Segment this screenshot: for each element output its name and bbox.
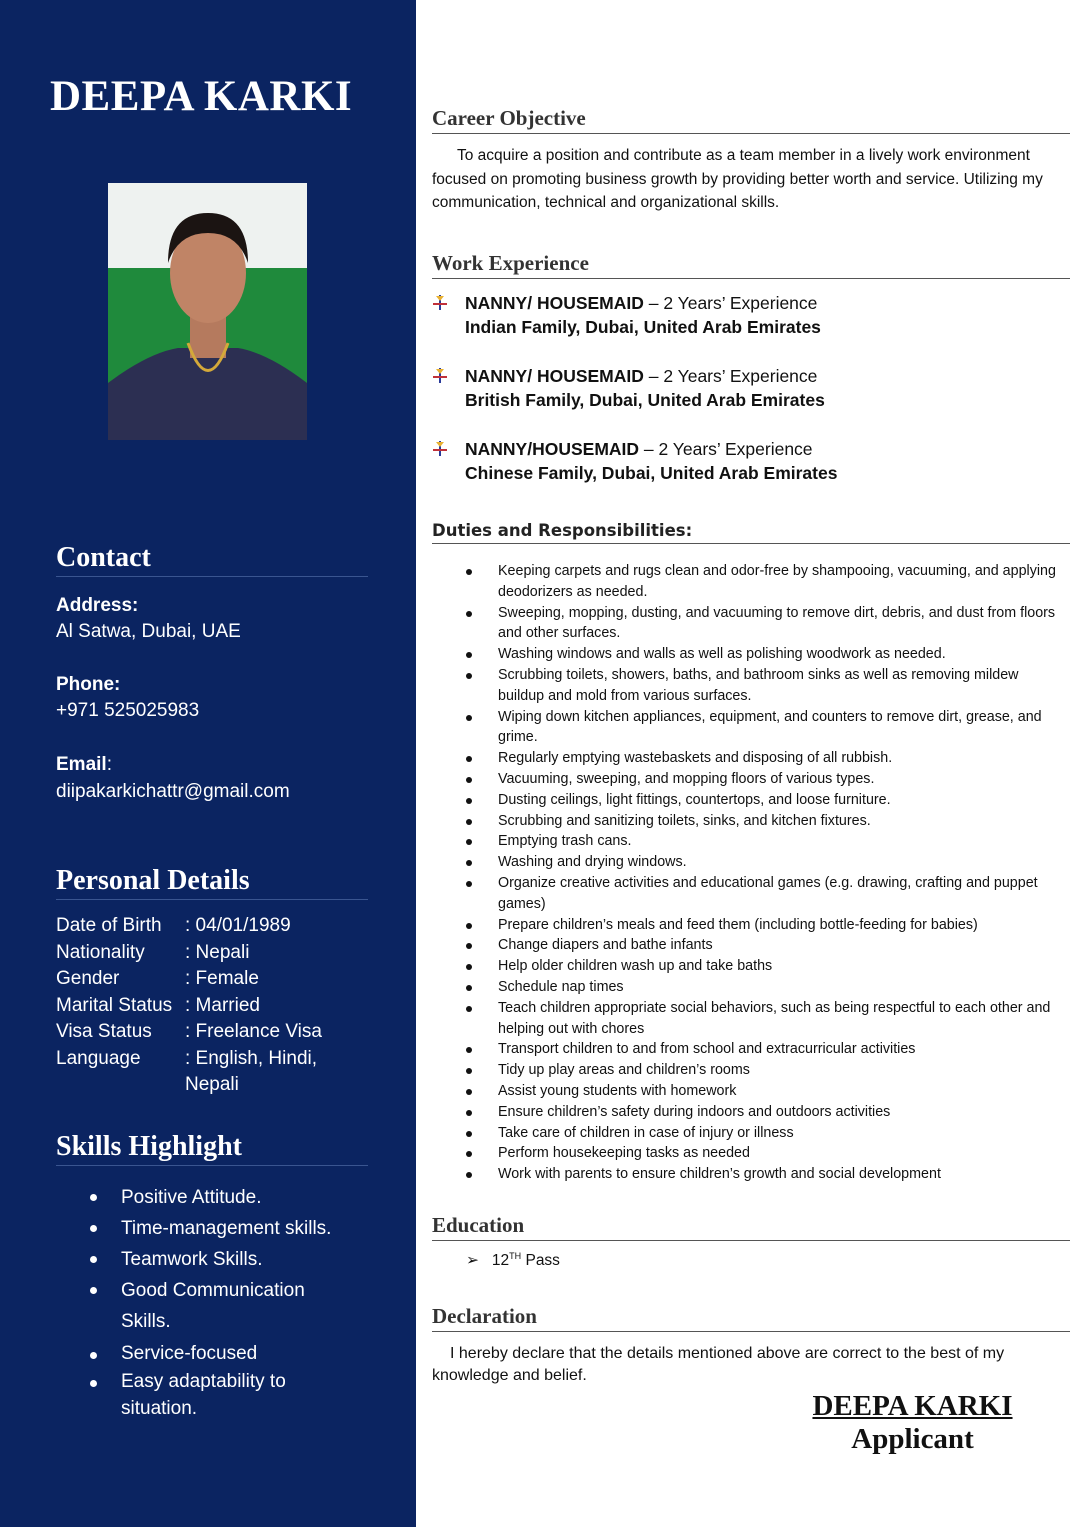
language-value: : English, Hindi, Nepali <box>185 1047 318 1095</box>
signature-role: Applicant <box>851 1423 974 1455</box>
duties-list <box>466 561 1066 1185</box>
visa-label: Visa Status <box>56 1021 152 1042</box>
duty-item: Change diapers and bathe infants <box>466 935 1066 956</box>
duty-item: Tidy up play areas and children’s rooms <box>466 1060 1066 1081</box>
career-objective-text: To acquire a position and contribute as a team member in a lively work environment focused on promoting business growth by providing better worth and service. Utilizing my communication, technical and organizational skills. <box>432 147 1043 211</box>
job-experience: – 2 Years’ Experience <box>643 293 818 313</box>
duty-item: Sweeping, mopping, dusting, and vacuuming to remove dirt, debris, and dust from floors and other surfaces. <box>466 603 1066 645</box>
personal-details-heading: Personal Details <box>56 865 368 900</box>
arrow-down-bullet-icon <box>432 368 448 384</box>
education-grade-suffix: TH <box>509 1251 522 1261</box>
address-value: Al Satwa, Dubai, UAE <box>56 621 241 642</box>
duty-item: Take care of children in case of injury or illness <box>466 1123 1066 1144</box>
profile-photo <box>108 183 307 440</box>
job-title: NANNY/HOUSEMAID <box>465 439 640 459</box>
arrow-bullet-icon: ➢ <box>466 1252 479 1270</box>
education-grade: 12 <box>491 1252 510 1270</box>
contact-heading: Contact <box>56 542 368 577</box>
phone-value: +971 525025983 <box>56 700 200 721</box>
job-title: NANNY/ HOUSEMAID <box>465 293 644 313</box>
duty-item: Washing and drying windows. <box>466 852 1066 873</box>
arrow-down-bullet-icon <box>432 441 448 457</box>
email-label: Email <box>56 754 107 775</box>
duty-item: Keeping carpets and rugs clean and odor-free by shampooing, vacuuming, and applying deodorizers as needed. <box>466 561 1066 603</box>
job-employer: Indian Family, Dubai, United Arab Emirates <box>465 317 821 337</box>
job-entry <box>432 437 837 485</box>
education-result: Pass <box>521 1252 560 1270</box>
candidate-name: DEEPA KARKI <box>50 73 353 120</box>
personal-details-list <box>56 913 335 1099</box>
duty-item: Schedule nap times <box>466 977 1066 998</box>
skill-item: Easy adaptability to situation. <box>90 1368 310 1422</box>
duty-item: Organize creative activities and educational games (e.g. drawing, crafting and puppet games) <box>466 873 1066 915</box>
job-entry <box>432 364 825 412</box>
dob-label: Date of Birth <box>56 915 162 936</box>
arrow-down-bullet-icon <box>432 295 448 311</box>
duty-item: Emptying trash cans. <box>466 831 1066 852</box>
gender-label: Gender <box>56 968 120 989</box>
skill-item: Good Communication Skills. <box>90 1275 330 1337</box>
duty-item: Assist young students with homework <box>466 1081 1066 1102</box>
duty-item: Wiping down kitchen appliances, equipment, and counters to remove dirt, grease, and grime. <box>466 707 1066 749</box>
duty-item: Perform housekeeping tasks as needed <box>466 1143 1066 1164</box>
sidebar <box>0 0 416 1527</box>
skill-item: Time-management skills. <box>90 1213 370 1244</box>
duty-item: Teach children appropriate social behaviors, such as being respectful to each other and helping out with chores <box>466 998 1066 1040</box>
skill-item: Service-focused <box>90 1340 370 1368</box>
skills-list <box>90 1182 370 1422</box>
declaration-heading: Declaration <box>432 1304 1070 1332</box>
marital-value: : Married <box>185 994 260 1016</box>
visa-value: : Freelance Visa <box>185 1021 322 1042</box>
job-experience: – 2 Years’ Experience <box>643 366 818 386</box>
skill-item: Teamwork Skills. <box>90 1244 370 1275</box>
duty-item: Washing windows and walls as well as polishing woodwork as needed. <box>466 644 1066 665</box>
job-employer: British Family, Dubai, United Arab Emirates <box>465 390 825 410</box>
education-heading: Education <box>432 1213 1070 1241</box>
job-employer: Chinese Family, Dubai, United Arab Emirates <box>465 463 838 483</box>
address-label: Address: <box>56 595 139 616</box>
duty-item: Ensure children’s safety during indoors and outdoors activities <box>466 1102 1066 1123</box>
duty-item: Regularly emptying wastebaskets and disposing of all rubbish. <box>466 748 1066 769</box>
skills-heading: Skills Highlight <box>56 1131 368 1166</box>
skill-item: Positive Attitude. <box>90 1182 370 1213</box>
duties-heading: Duties and Responsibilities: <box>432 521 1070 544</box>
marital-label: Marital Status <box>56 994 173 1016</box>
duty-item: Scrubbing toilets, showers, baths, and bathroom sinks as well as removing mildew buildup and mold from various surfaces. <box>466 665 1066 707</box>
duty-item: Help older children wash up and take baths <box>466 956 1066 977</box>
duty-item: Dusting ceilings, light fittings, countertops, and loose furniture. <box>466 790 1066 811</box>
signature-name: DEEPA KARKI <box>812 1390 1013 1422</box>
gender-value: : Female <box>185 968 259 989</box>
dob-value: : 04/01/1989 <box>185 915 291 936</box>
phone-label: Phone: <box>56 674 121 695</box>
job-entry <box>432 291 821 339</box>
nationality-label: Nationality <box>56 941 145 963</box>
duty-item: Prepare children’s meals and feed them (including bottle-feeding for babies) <box>466 915 1066 936</box>
declaration-text: I hereby declare that the details mentioned above are correct to the best of my knowledge and belief. <box>432 1345 1005 1384</box>
duty-item: Vacuuming, sweeping, and mopping floors of various types. <box>466 769 1066 790</box>
email-colon: : <box>106 754 112 775</box>
duty-item: Scrubbing and sanitizing toilets, sinks, and kitchen fixtures. <box>466 811 1066 832</box>
duty-item: Transport children to and from school and extracurricular activities <box>466 1039 1066 1060</box>
education-item <box>466 1251 1070 1270</box>
email-value[interactable]: diipakarkichattr@gmail.com <box>56 781 290 802</box>
nationality-value: : Nepali <box>185 941 250 963</box>
career-objective-heading: Career Objective <box>432 106 1070 134</box>
job-title: NANNY/ HOUSEMAID <box>465 366 644 386</box>
language-label: Language <box>56 1047 141 1069</box>
work-experience-heading: Work Experience <box>432 251 1070 279</box>
duty-item: Work with parents to ensure children’s growth and social development <box>466 1164 1066 1185</box>
job-experience: – 2 Years’ Experience <box>639 439 813 459</box>
